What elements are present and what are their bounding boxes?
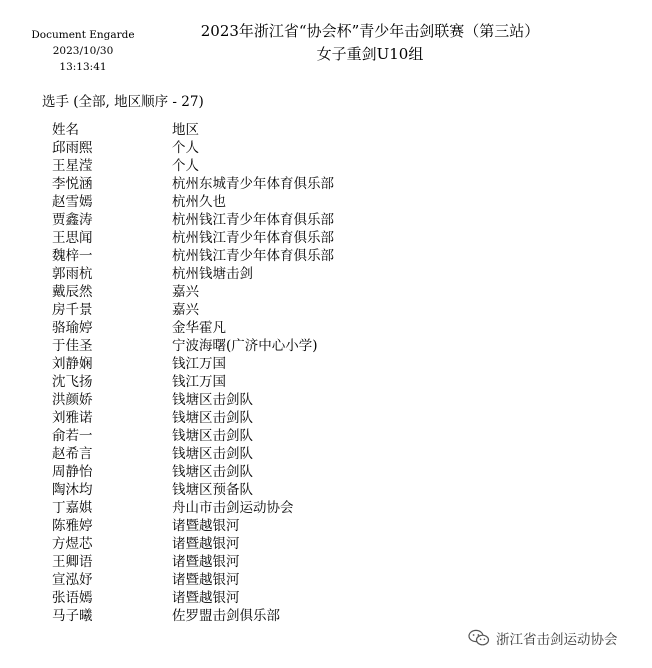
fencer-name: 于佳圣	[52, 338, 93, 354]
fencer-name: 魏梓一	[52, 248, 93, 264]
roster-body	[52, 139, 334, 625]
roster-table	[52, 121, 334, 625]
fencer-region: 钱塘区击剑队	[172, 410, 253, 426]
fencer-region: 钱塘区击剑队	[172, 428, 253, 444]
watermark	[468, 628, 618, 648]
table-row	[52, 283, 334, 301]
table-row	[52, 337, 334, 355]
table-row	[52, 157, 334, 175]
table-row	[52, 499, 334, 517]
fencer-name: 赵雪嫣	[52, 194, 93, 210]
table-row	[52, 355, 334, 373]
fencer-name: 宣泓妤	[52, 572, 93, 588]
fencer-name: 刘静娴	[52, 356, 93, 372]
fencer-region: 宁波海曙(广济中心小学)	[172, 338, 318, 354]
table-row	[52, 319, 334, 337]
fencer-region: 诸暨越银河	[172, 536, 240, 552]
fencer-name: 陶沐均	[52, 482, 93, 498]
table-row	[52, 571, 334, 589]
table-row	[52, 463, 334, 481]
page-subtitle: 女子重剑U10组	[316, 45, 424, 63]
table-row	[52, 607, 334, 625]
table-row	[52, 445, 334, 463]
fencer-region: 诸暨越银河	[172, 518, 240, 534]
fencer-region: 杭州久也	[172, 194, 226, 210]
fencer-region: 钱江万国	[172, 356, 226, 372]
table-row	[52, 409, 334, 427]
table-row	[52, 427, 334, 445]
fencer-name: 骆瑜婷	[52, 320, 93, 336]
fencer-name: 邱雨熙	[52, 140, 93, 156]
fencer-name: 郭雨杭	[52, 266, 93, 282]
table-row	[52, 229, 334, 247]
fencer-name: 贾鑫涛	[52, 212, 93, 228]
fencer-region: 诸暨越银河	[172, 572, 240, 588]
fencer-region: 个人	[172, 158, 199, 174]
fencer-region: 杭州钱江青少年体育俱乐部	[172, 212, 334, 228]
fencer-name: 丁嘉娸	[52, 500, 93, 516]
fencer-region: 佐罗盟击剑俱乐部	[172, 608, 280, 624]
fencer-region: 杭州钱塘击剑	[172, 266, 253, 282]
fencer-region: 钱江万国	[172, 374, 226, 390]
fencer-name: 张语嫣	[52, 590, 93, 606]
fencer-name: 方煜芯	[52, 536, 93, 552]
table-row	[52, 517, 334, 535]
fencer-region: 钱塘区预备队	[172, 482, 253, 498]
fencer-name: 赵希言	[52, 446, 93, 462]
fencer-region: 杭州东城青少年体育俱乐部	[172, 176, 334, 192]
fencer-name: 周静怡	[52, 464, 93, 480]
fencer-region: 舟山市击剑运动协会	[172, 500, 294, 516]
fencer-region: 嘉兴	[172, 284, 199, 300]
table-row	[52, 193, 334, 211]
print-timestamp: 2023/10/30 13:13:41	[52, 45, 114, 73]
fencer-name: 戴辰然	[52, 284, 93, 300]
fencer-name: 王思闻	[52, 230, 93, 246]
fencer-region: 诸暨越银河	[172, 590, 240, 606]
fencer-region: 个人	[172, 140, 199, 156]
fencer-region: 钱塘区击剑队	[172, 446, 253, 462]
fencer-region: 嘉兴	[172, 302, 199, 318]
column-header-region: 地区	[172, 122, 199, 138]
table-row	[52, 211, 334, 229]
fencer-name: 洪颜娇	[52, 392, 93, 408]
table-row	[52, 373, 334, 391]
fencer-name: 陈雅婷	[52, 518, 93, 534]
fencer-region: 杭州钱江青少年体育俱乐部	[172, 248, 334, 264]
fencer-region: 杭州钱江青少年体育俱乐部	[172, 230, 334, 246]
fencer-region: 诸暨越银河	[172, 554, 240, 570]
watermark-text: 浙江省击剑运动协会	[496, 632, 618, 648]
fencer-name: 李悦涵	[52, 176, 93, 192]
fencer-name: 房千景	[52, 302, 93, 318]
fencer-name: 马子曦	[52, 608, 93, 624]
fencer-region: 钱塘区击剑队	[172, 392, 253, 408]
table-row	[52, 247, 334, 265]
wechat-icon	[468, 629, 490, 647]
fencer-name: 俞若一	[52, 428, 93, 444]
table-row	[52, 391, 334, 409]
page-title: 2023年浙江省“协会杯”青少年击剑联赛（第三站）	[200, 22, 540, 40]
table-row	[52, 175, 334, 193]
fencer-name: 王卿语	[52, 554, 93, 570]
fencer-region: 钱塘区击剑队	[172, 464, 253, 480]
fencer-region: 金华霍凡	[172, 320, 226, 336]
fencer-name: 沈飞扬	[52, 374, 93, 390]
table-row	[52, 535, 334, 553]
table-row	[52, 553, 334, 571]
column-header-name: 姓名	[52, 122, 79, 138]
list-title: 选手 (全部, 地区顺序 - 27)	[42, 94, 204, 110]
table-row	[52, 301, 334, 319]
fencer-name: 刘雅诺	[52, 410, 93, 426]
table-row	[52, 481, 334, 499]
document-meta	[28, 27, 138, 75]
table-header-row	[52, 121, 334, 139]
table-row	[52, 265, 334, 283]
software-name: Document Engarde	[31, 29, 135, 41]
table-row	[52, 589, 334, 607]
table-row	[52, 139, 334, 157]
fencer-name: 王星滢	[52, 158, 93, 174]
